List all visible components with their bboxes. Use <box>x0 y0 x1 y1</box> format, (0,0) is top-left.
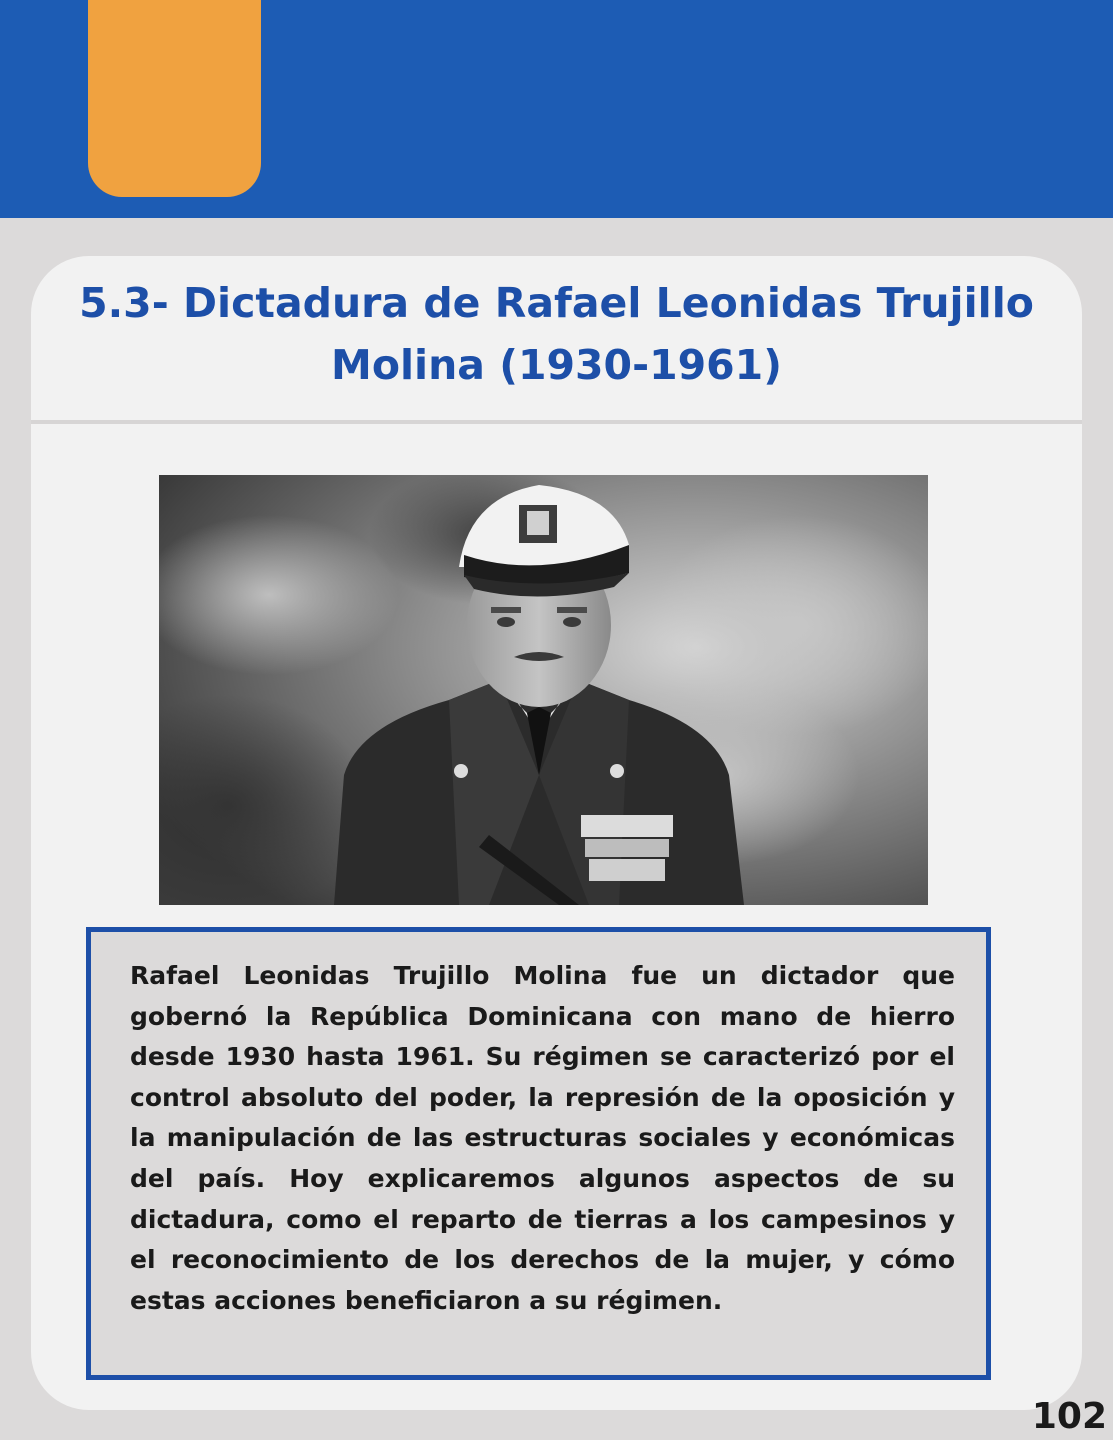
page-title <box>0 272 1113 396</box>
header-tab <box>88 0 261 197</box>
page-title-line-2: Molina (1930-1961) <box>331 341 782 389</box>
page-title-line-1: 5.3- Dictadura de Rafael Leonidas Trujillo <box>79 279 1034 327</box>
page-number: 102 <box>1031 1396 1107 1437</box>
portrait-photo <box>159 475 928 905</box>
title-divider <box>31 420 1082 424</box>
description-text: Rafael Leonidas Trujillo Molina fue un dictador que gobernó la República Dominicana con mano de hierro desde 1930 hasta 1961. Su régimen se caracterizó por el control absoluto del poder, la represión de la oposición y la manipulación de las estructuras sociales y económicas del país. Hoy explicaremos algunos aspectos de su dictadura, como el reparto de tierras a los campesinos y el reconocimiento de los derechos de la mujer, y cómo estas acciones beneficiaron a su régimen. <box>130 961 955 1315</box>
